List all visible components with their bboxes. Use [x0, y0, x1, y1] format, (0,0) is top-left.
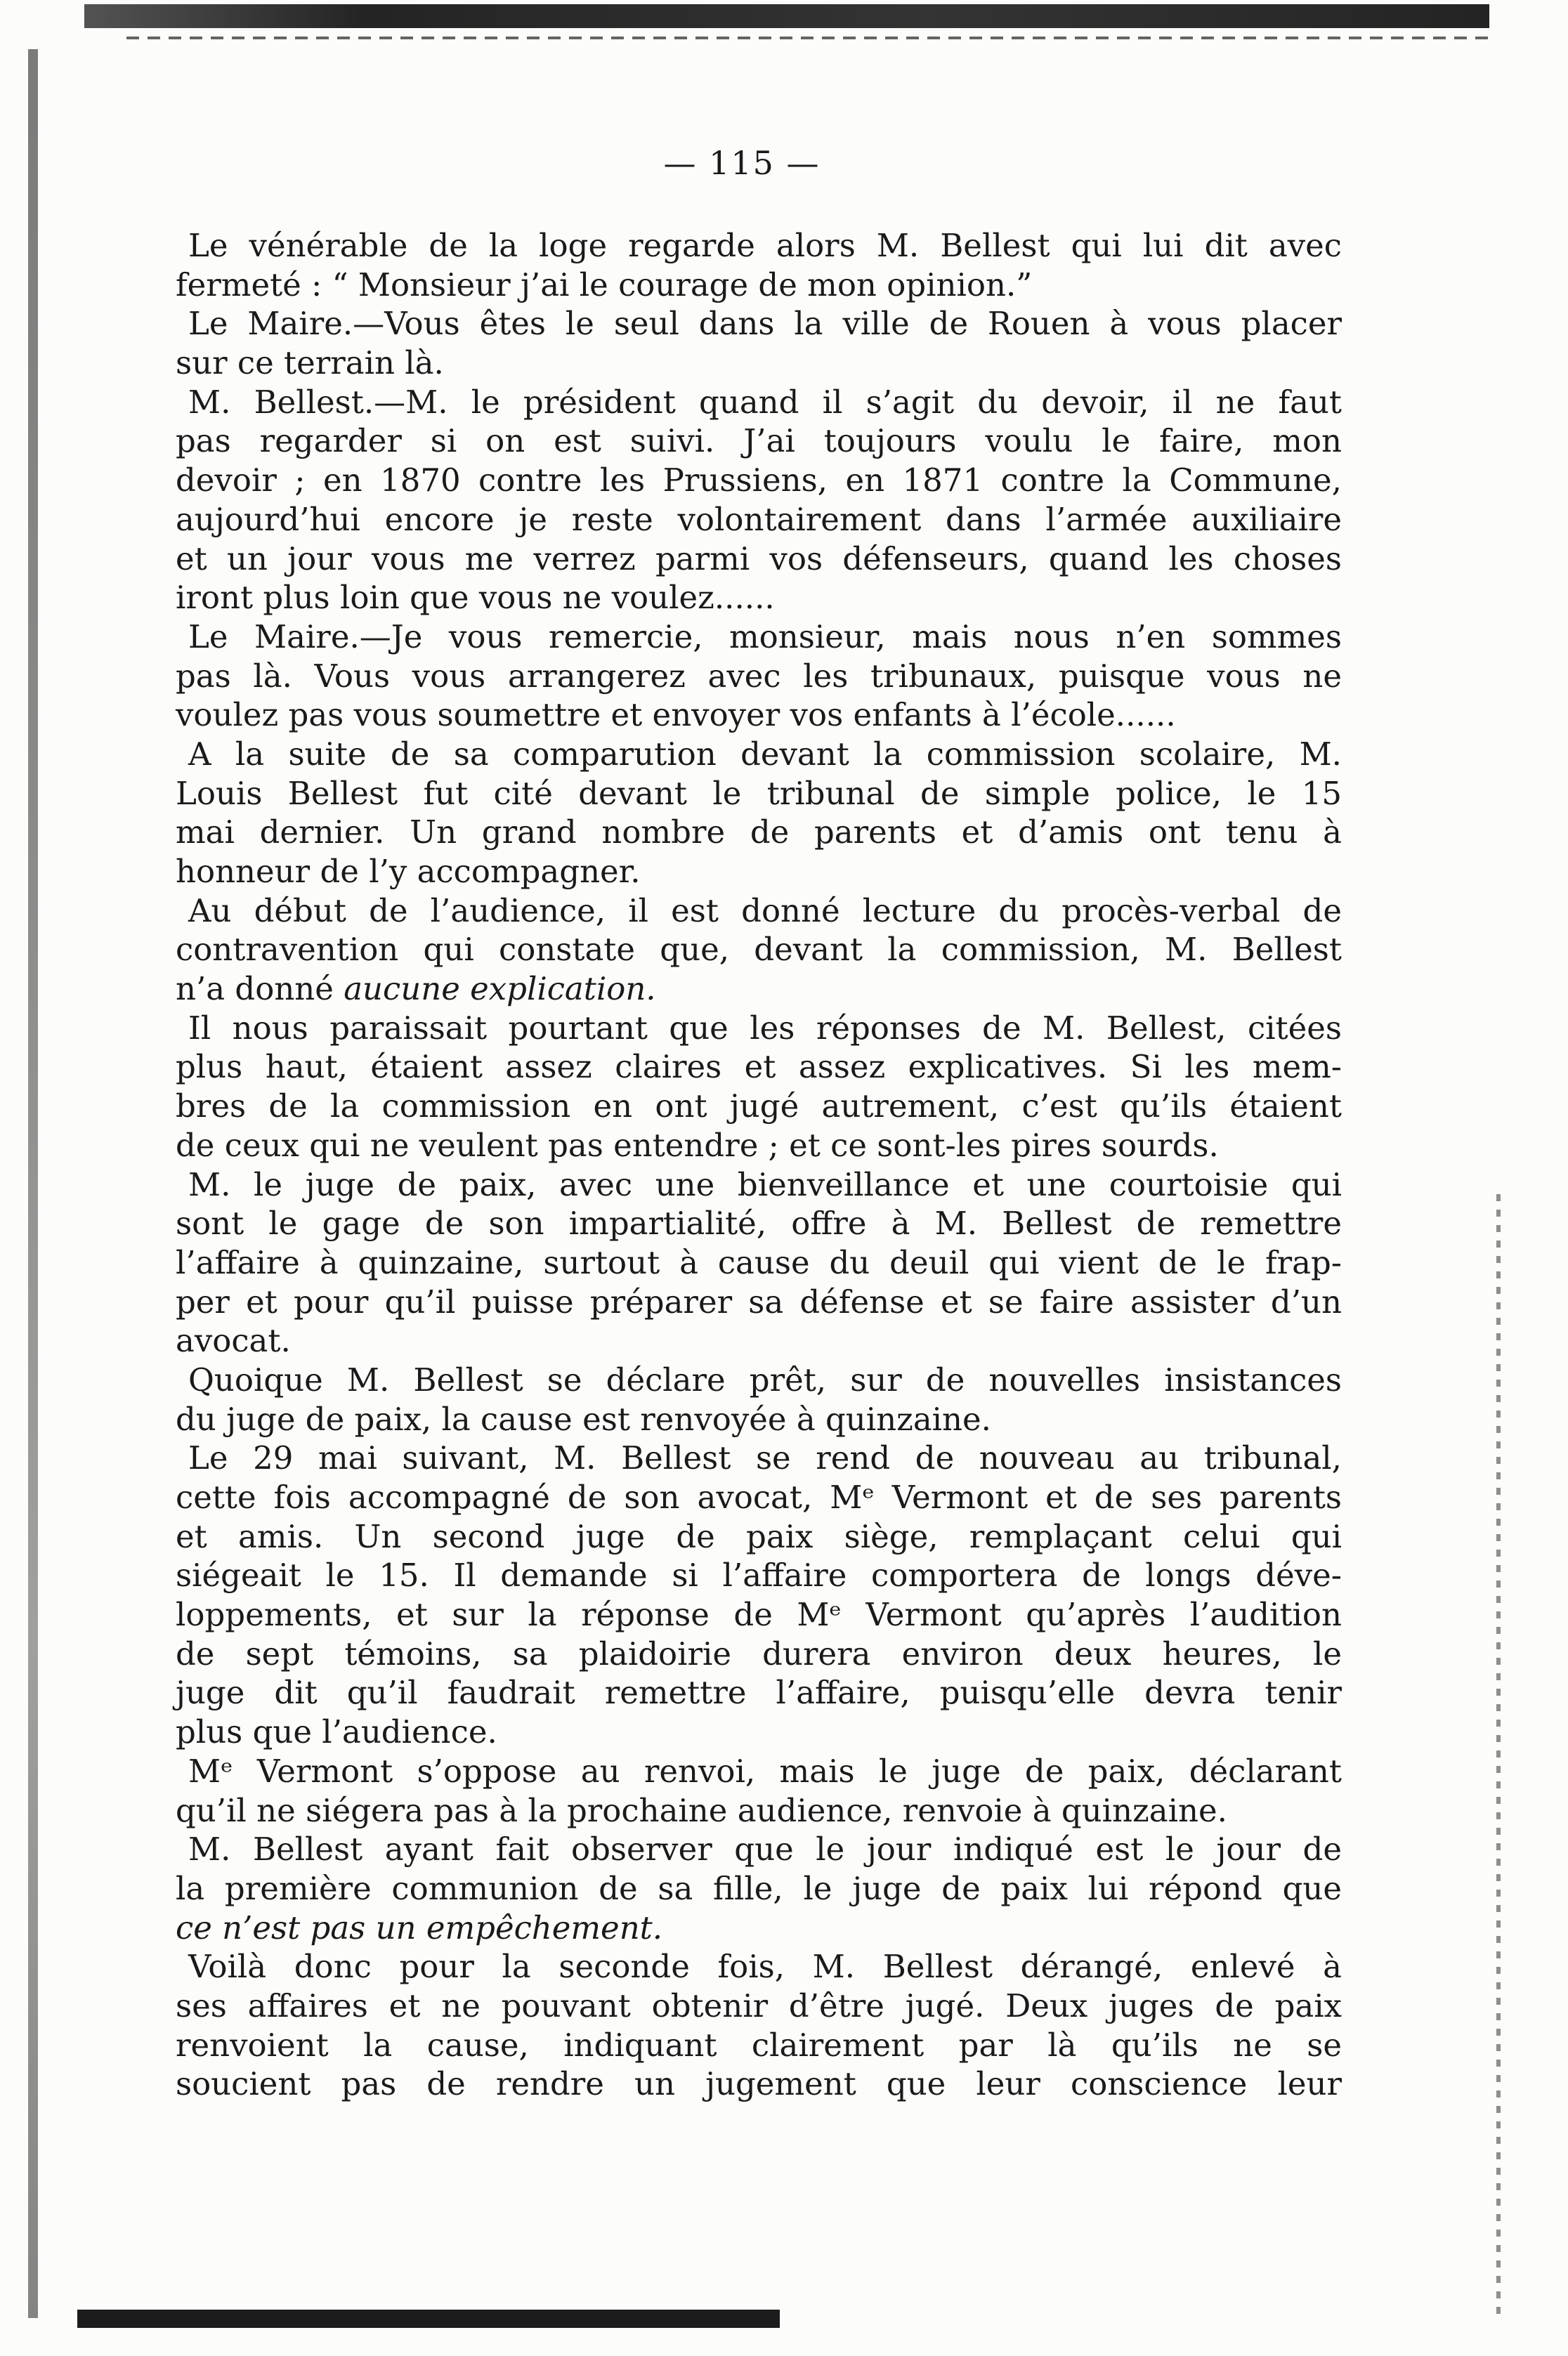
text-line [176, 2064, 1342, 2104]
text-line-content: loppements, et sur la réponse de Mᵉ Vermont qu’après l’audition [176, 1596, 1342, 1634]
text-line [176, 383, 1342, 422]
text-line-content: Voilà donc pour la seconde fois, M. Bellest dérangé, enlevé à [188, 1948, 1342, 1986]
text-line [176, 1673, 1342, 1713]
text-line-content: Le 29 mai suivant, M. Bellest se rend de nouveau au tribunal, [188, 1439, 1342, 1477]
text-line [176, 930, 1342, 969]
text-line [176, 1126, 1342, 1165]
scan-border-left [28, 49, 38, 2318]
text-line-content: sont le gage de son impartialité, offre à M. Bellest de remettre [176, 1205, 1342, 1243]
text-line-content: juge dit qu’il faudrait remettre l’affaire, puisqu’elle devra tenir [176, 1674, 1342, 1712]
text-line [176, 500, 1342, 539]
text-line [176, 1987, 1342, 2026]
text-line-content: ses affaires et ne pouvant obtenir d’être jugé. Deux juges de paix [176, 1987, 1342, 2024]
text-line-content: n’a donné [176, 970, 344, 1008]
text-line [176, 774, 1342, 813]
text-line-content: la première communion de sa fille, le juge de paix lui répond que [176, 1869, 1342, 1907]
text-line [176, 1869, 1342, 1909]
text-line-content: M. Bellest.—M. le président quand il s’agit du devoir, il ne faut [188, 383, 1342, 421]
text-line-content: pas là. Vous vous arrangerez avec les tribunaux, puisque vous ne [176, 657, 1342, 695]
text-line-content: Louis Bellest fut cité devant le tribunal de simple police, le 15 [176, 774, 1342, 812]
text-line [176, 1165, 1342, 1205]
text-line [176, 266, 1342, 305]
text-line-content: pas regarder si on est suivi. J’ai toujours voulu le faire, mon [176, 422, 1342, 460]
text-line-content: l’affaire à quinzaine, surtout à cause du deuil qui vient de le frap- [176, 1243, 1342, 1281]
text-line-content: et un jour vous me verrez parmi vos défenseurs, quand les choses [176, 539, 1342, 577]
text-line-content: Le vénérable de la loge regarde alors M. Bellest qui lui dit avec [188, 227, 1342, 264]
text-line-content: M. Bellest ayant fait observer que le jour indiqué est le jour de [188, 1831, 1342, 1869]
text-line-content: Quoique M. Bellest se déclare prêt, sur de nouvelles insistances [188, 1361, 1342, 1399]
text-line-content: sur ce terrain là. [176, 344, 444, 382]
text-line [176, 1517, 1342, 1557]
text-line [176, 578, 1342, 617]
text-line [176, 969, 1342, 1009]
text-line [176, 1830, 1342, 1869]
text-line-content: du juge de paix, la cause est renvoyée à quinzaine. [176, 1400, 991, 1438]
text-line-content: mai dernier. Un grand nombre de parents et d’amis ont tenu à [176, 813, 1342, 851]
text-line [176, 695, 1342, 735]
text-line [176, 617, 1342, 657]
text-line-content: iront plus loin que vous ne voulez...... [176, 579, 775, 617]
text-line [176, 1478, 1342, 1517]
text-line [176, 1909, 1342, 1948]
body-text [176, 226, 1342, 2104]
text-line [176, 1087, 1342, 1126]
text-line [176, 1947, 1342, 1987]
text-line [176, 1361, 1342, 1400]
scan-border-top [84, 4, 1489, 28]
text-line-content: bres de la commission en ont jugé autrement, c’est qu’ils étaient [176, 1087, 1342, 1125]
text-line-content: siégeait le 15. Il demande si l’affaire comportera de longs déve- [176, 1557, 1342, 1595]
page-number: — 115 — [663, 144, 821, 182]
text-line-content: Le Maire.—Vous êtes le seul dans la ville de Rouen à vous placer [188, 305, 1342, 343]
text-line [176, 1321, 1342, 1361]
text-line-content: fermeté : “ Monsieur j’ai le courage de mon opinion.” [176, 266, 1033, 303]
text-line-content: devoir ; en 1870 contre les Prussiens, en 1871 contre la Commune, [176, 462, 1342, 499]
text-line [176, 1713, 1342, 1752]
text-line-content: Mᵉ Vermont s’oppose au renvoi, mais le juge de paix, déclarant [188, 1752, 1342, 1790]
text-line-content: plus haut, étaient assez claires et assez explicatives. Si les mem- [176, 1048, 1342, 1086]
text-line-content: contravention qui constate que, devant la commission, M. Bellest [176, 931, 1342, 969]
text-line-content: de ceux qui ne veulent pas entendre ; et ce sont-les pires sourds. [176, 1126, 1219, 1164]
text-line-italic: aucune explication. [344, 970, 656, 1008]
text-line [176, 2026, 1342, 2065]
text-line [176, 343, 1342, 383]
text-line [176, 735, 1342, 774]
text-line [176, 226, 1342, 266]
scan-border-right [1496, 1194, 1501, 2318]
text-line [176, 1243, 1342, 1283]
text-line-content: cette fois accompagné de son avocat, Mᵉ Vermont et de ses parents [176, 1479, 1342, 1516]
text-line-content: qu’il ne siégera pas à la prochaine audience, renvoie à quinzaine. [176, 1791, 1227, 1829]
text-line-content: aujourd’hui encore je reste volontairement dans l’armée auxiliaire [176, 500, 1342, 538]
text-line-content: Il nous paraissait pourtant que les réponses de M. Bellest, citées [188, 1009, 1342, 1047]
text-line-content: M. le juge de paix, avec une bienveillance et une courtoisie qui [188, 1165, 1342, 1203]
text-line [176, 813, 1342, 852]
text-line-content: per et pour qu’il puisse préparer sa défense et se faire assister d’un [176, 1283, 1342, 1321]
text-line-content: Au début de l’audience, il est donné lecture du procès-verbal de [188, 891, 1342, 929]
text-line-content: de sept témoins, sa plaidoirie durera environ deux heures, le [176, 1635, 1342, 1673]
text-line-content: voulez pas vous soumettre et envoyer vos enfants à l’école...... [176, 696, 1176, 734]
text-line [176, 1009, 1342, 1048]
text-line-content: avocat. [176, 1322, 291, 1360]
text-line [176, 1439, 1342, 1478]
text-line-content: A la suite de sa comparution devant la commission scolaire, M. [188, 735, 1342, 773]
text-line-italic: ce n’est pas un empêchement. [176, 1909, 663, 1946]
text-line [176, 461, 1342, 500]
scan-border-bottom [77, 2310, 780, 2328]
text-line-content: honneur de l’y accompagner. [176, 853, 641, 890]
text-line [176, 421, 1342, 461]
text-line-content: plus que l’audience. [176, 1713, 497, 1751]
scan-border-top-dashes [126, 37, 1489, 39]
text-line [176, 852, 1342, 891]
text-line [176, 304, 1342, 343]
text-line [176, 1400, 1342, 1439]
text-line-content: et amis. Un second juge de paix siège, remplaçant celui qui [176, 1517, 1342, 1555]
text-line [176, 1556, 1342, 1595]
text-line [176, 1204, 1342, 1243]
text-line [176, 657, 1342, 696]
text-line [176, 539, 1342, 579]
text-line [176, 1635, 1342, 1674]
text-line [176, 1595, 1342, 1635]
text-line-content: Le Maire.—Je vous remercie, monsieur, mais nous n’en sommes [188, 617, 1342, 655]
text-line [176, 1752, 1342, 1791]
text-line-content: renvoient la cause, indiquant clairement par là qu’ils ne se [176, 2026, 1342, 2064]
text-line [176, 1047, 1342, 1087]
text-line [176, 1791, 1342, 1831]
text-line-content: soucient pas de rendre un jugement que leur conscience leur [176, 2065, 1342, 2103]
text-line [176, 1283, 1342, 1322]
text-line [176, 891, 1342, 931]
